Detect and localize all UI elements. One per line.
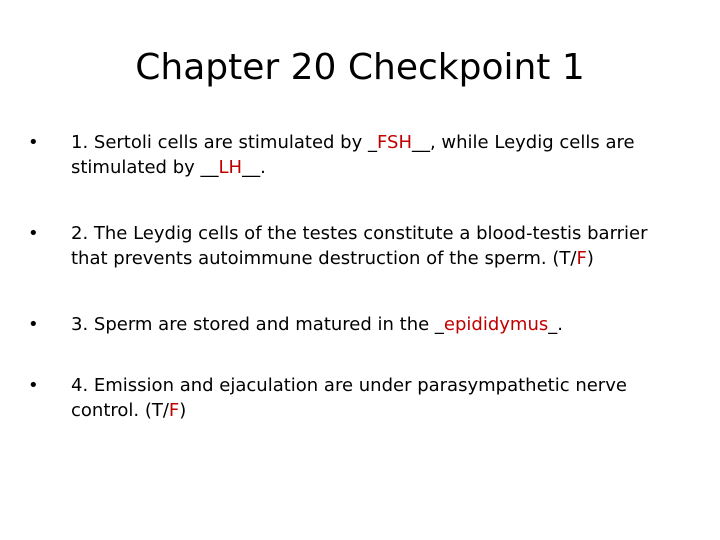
list-item-3 bbox=[28, 312, 688, 337]
bullet-icon: • bbox=[28, 375, 39, 396]
item-text-part: 2. The Leydig cells of the testes constitute a blood-testis barrier that prevents autoimmune destruction of the sperm. (T/ bbox=[71, 223, 648, 269]
answer-false: F bbox=[168, 400, 180, 421]
item-text bbox=[71, 221, 688, 271]
answer-lh: LH bbox=[218, 157, 243, 178]
bullet-icon: • bbox=[28, 314, 39, 335]
bullet-icon: • bbox=[28, 223, 39, 244]
slide-title: Chapter 20 Checkpoint 1 bbox=[135, 47, 585, 88]
item-text bbox=[71, 373, 688, 423]
answer-fsh: FSH bbox=[376, 132, 412, 153]
item-text-part: 3. Sperm are stored and matured in the _ bbox=[71, 314, 444, 335]
list-item-2 bbox=[28, 221, 688, 271]
item-text-part: 4. Emission and ejaculation are under parasympathetic nerve control. (T/ bbox=[71, 375, 627, 421]
item-text-part: __, while Leydig cells are stimulated by __ bbox=[71, 132, 635, 178]
answer-false: F bbox=[576, 248, 587, 269]
list-item-4 bbox=[28, 373, 688, 423]
item-text-part: _. bbox=[548, 314, 563, 335]
item-text bbox=[71, 312, 688, 337]
bullet-icon: • bbox=[28, 132, 39, 153]
item-text bbox=[71, 130, 688, 180]
list-item-1 bbox=[28, 130, 688, 180]
item-text-part: __. bbox=[242, 157, 266, 178]
item-text-part: 1. Sertoli cells are stimulated by _ bbox=[71, 132, 377, 153]
answer-epididymus: epididymus bbox=[443, 314, 549, 335]
item-text-part: ) bbox=[586, 248, 594, 269]
item-text-part: ) bbox=[179, 400, 187, 421]
